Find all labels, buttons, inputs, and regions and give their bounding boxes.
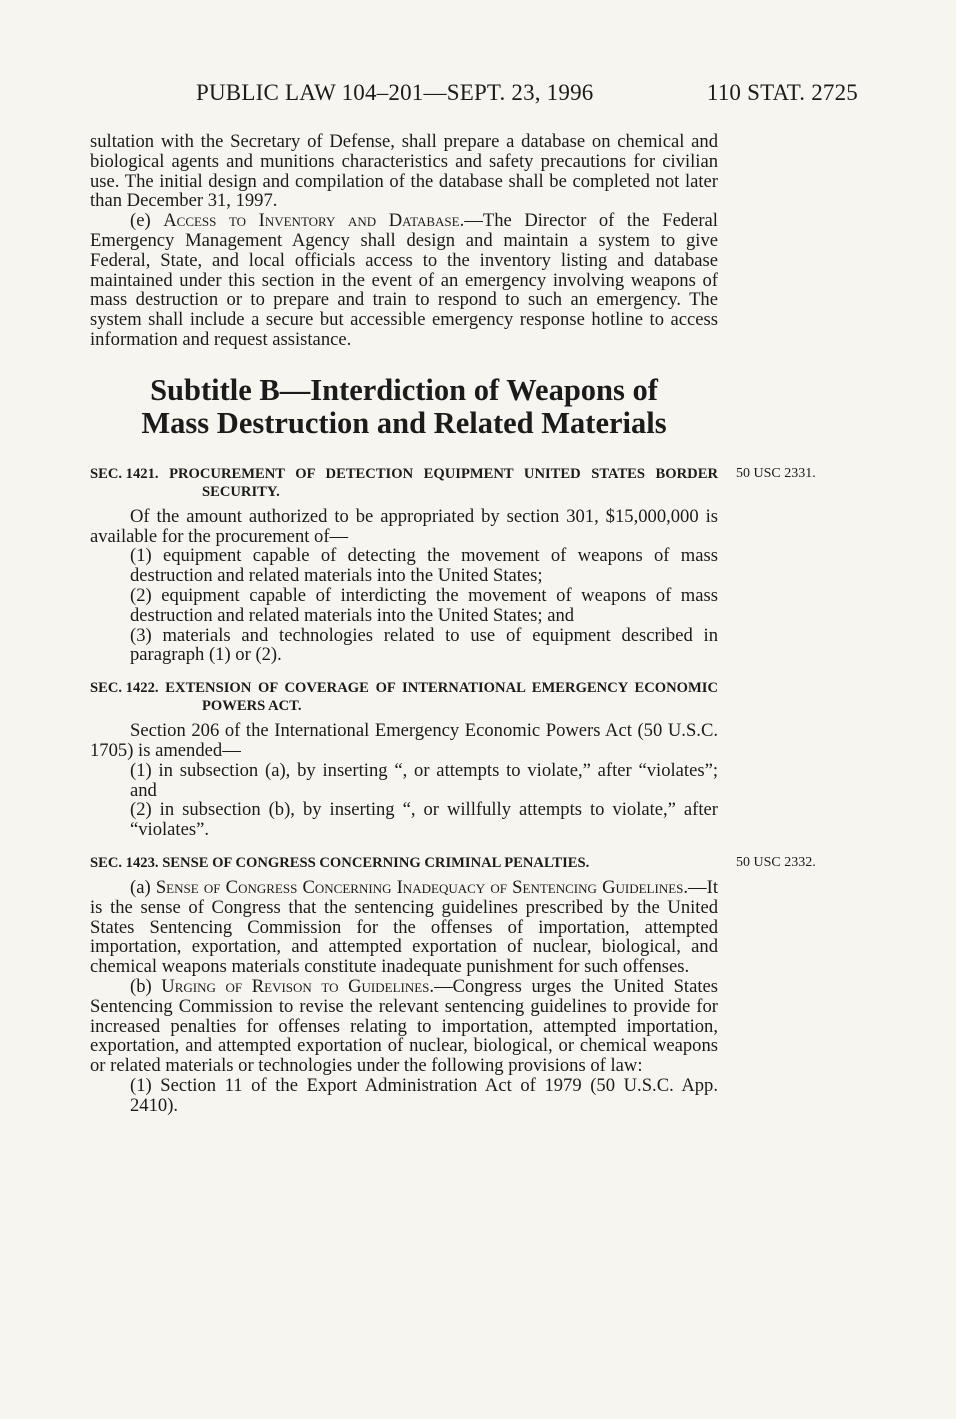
sec-1423-a-heading: Sense of Congress Concerning Inadequacy of Sentencing Guidelines. bbox=[155, 876, 689, 898]
sec-1421-margin-note: 50 USC 2331. bbox=[736, 465, 816, 481]
sec-1421-item-1: (1) equipment capable of detecting the movement of weapons of mass destruction and related materials into the United States; bbox=[130, 545, 718, 587]
sec-1423-a-text: —It is the sense of Congress that the sentencing guidelines prescribed by the United States Sentencing Commission for the offenses of importation, attempted importation, exportation, and attempted exportation of nuclear, biological, and chemical weapons materials constitute inadequate punishment for such offenses. bbox=[90, 876, 718, 978]
sec-1421-item-2: (2) equipment capable of interdicting the movement of weapons of mass destruction and related materials into the United States; and bbox=[130, 584, 718, 626]
sec-1423-title: SENSE OF CONGRESS CONCERNING CRIMINAL PENALTIES. bbox=[162, 854, 590, 871]
sec-1423-paragraph-a: (a) Sense of Congress Concerning Inadequacy of Sentencing Guidelines.—It is the sense of Congress that the sentencing guidelines prescribed by the United States Sentencing Commission for the offenses of importation, attempted importation, exportation, and attempted exportation of nuclear, biological, and chemical weapons materials constitute inadequate punishment for such offenses. bbox=[90, 876, 718, 978]
sec-1423-heading bbox=[90, 854, 816, 872]
sec-1423-number: SEC. 1423. bbox=[90, 854, 159, 871]
header-law-citation: PUBLIC LAW 104–201—SEPT. 23, 1996 bbox=[196, 80, 594, 105]
paragraph-e-text: —The Director of the Federal Emergency Management Agency shall design and maintain a system to give Federal, State, and local officials access to the inventory listing and database maintained under this section in the event of an emergency involving weapons of mass destruction or to prepare and train to respond to such an emergency. The system shall include a secure but accessible emergency response hotline to access information and request assistance. bbox=[90, 210, 718, 350]
sec-1421-heading bbox=[90, 465, 816, 501]
sec-1422-heading bbox=[90, 679, 718, 715]
sec-1421-item-3: (3) materials and technologies related to use of equipment described in paragraph (1) or (2). bbox=[130, 624, 718, 666]
header-stat-page: 110 STAT. 2725 bbox=[706, 80, 858, 105]
document-body bbox=[90, 131, 816, 1116]
sec-1422-title: EXTENSION OF COVERAGE OF INTERNATIONAL EMERGENCY ECONOMIC POWERS ACT. bbox=[165, 680, 719, 715]
sec-1423-b-heading: Urging of Revison to Guidelines. bbox=[161, 975, 435, 997]
sec-1421-title: PROCUREMENT OF DETECTION EQUIPMENT UNITED STATES BORDER SECURITY. bbox=[169, 465, 718, 500]
sec-1423-paragraph-b: (b) Urging of Revison to Guidelines.—Congress urges the United States Sentencing Commission to revise the relevant sentencing guidelines to provide for increased penalties for offenses relating to importation, attempted importation, exportation, and attempted exportation of nuclear, biological, or chemical weapons or related materials or technologies under the following provisions of law: bbox=[90, 975, 718, 1077]
sec-1421-number: SEC. 1421. bbox=[90, 465, 159, 482]
sec-1423-b-text: —Congress urges the United States Sentencing Commission to revise the relevant sentencing guidelines to provide for increased penalties for offenses relating to importation, attempted importation, exportation, and attempted exportation of nuclear, biological, or chemical weapons or related materials or technologies under the following provisions of law: bbox=[90, 975, 718, 1077]
sec-1422-intro: Section 206 of the International Emergency Economic Powers Act (50 U.S.C. 1705) is amended— bbox=[90, 720, 718, 761]
paragraph-e-heading: Access to Inventory and Database. bbox=[163, 210, 465, 232]
sec-1423-margin-note: 50 USC 2332. bbox=[736, 854, 816, 870]
sec-1421-intro: Of the amount authorized to be appropriated by section 301, $15,000,000 is available for the procurement of— bbox=[90, 505, 718, 547]
sec-1422-number: SEC. 1422. bbox=[90, 680, 159, 697]
intro-paragraph: sultation with the Secretary of Defense, shall prepare a database on chemical and biological agents and munitions characteristics and safety precautions for civilian use. The initial design and compilation of the database shall be completed not later than December 31, 1997. bbox=[90, 131, 718, 212]
sec-1423-item-1: (1) Section 11 of the Export Administration Act of 1979 (50 U.S.C. App. 2410). bbox=[130, 1074, 718, 1116]
subtitle-heading: Subtitle B—Interdiction of Weapons of Mass Destruction and Related Materials bbox=[141, 372, 667, 440]
sec-1422-item-2: (2) in subsection (b), by inserting “, or willfully attempts to violate,” after “violates”. bbox=[130, 799, 718, 841]
sec-1422-item-1: (1) in subsection (a), by inserting “, or attempts to violate,” after “violates”; and bbox=[130, 759, 718, 801]
paragraph-e: (e) Access to Inventory and Database.—The Director of the Federal Emergency Management Agency shall design and maintain a system to give Federal, State, and local officials access to the inventory listing and database maintained under this section in the event of an emergency involving weapons of mass destruction or to prepare and train to respond to such an emergency. The system shall include a secure but accessible emergency response hotline to access information and request assistance. bbox=[90, 210, 718, 350]
